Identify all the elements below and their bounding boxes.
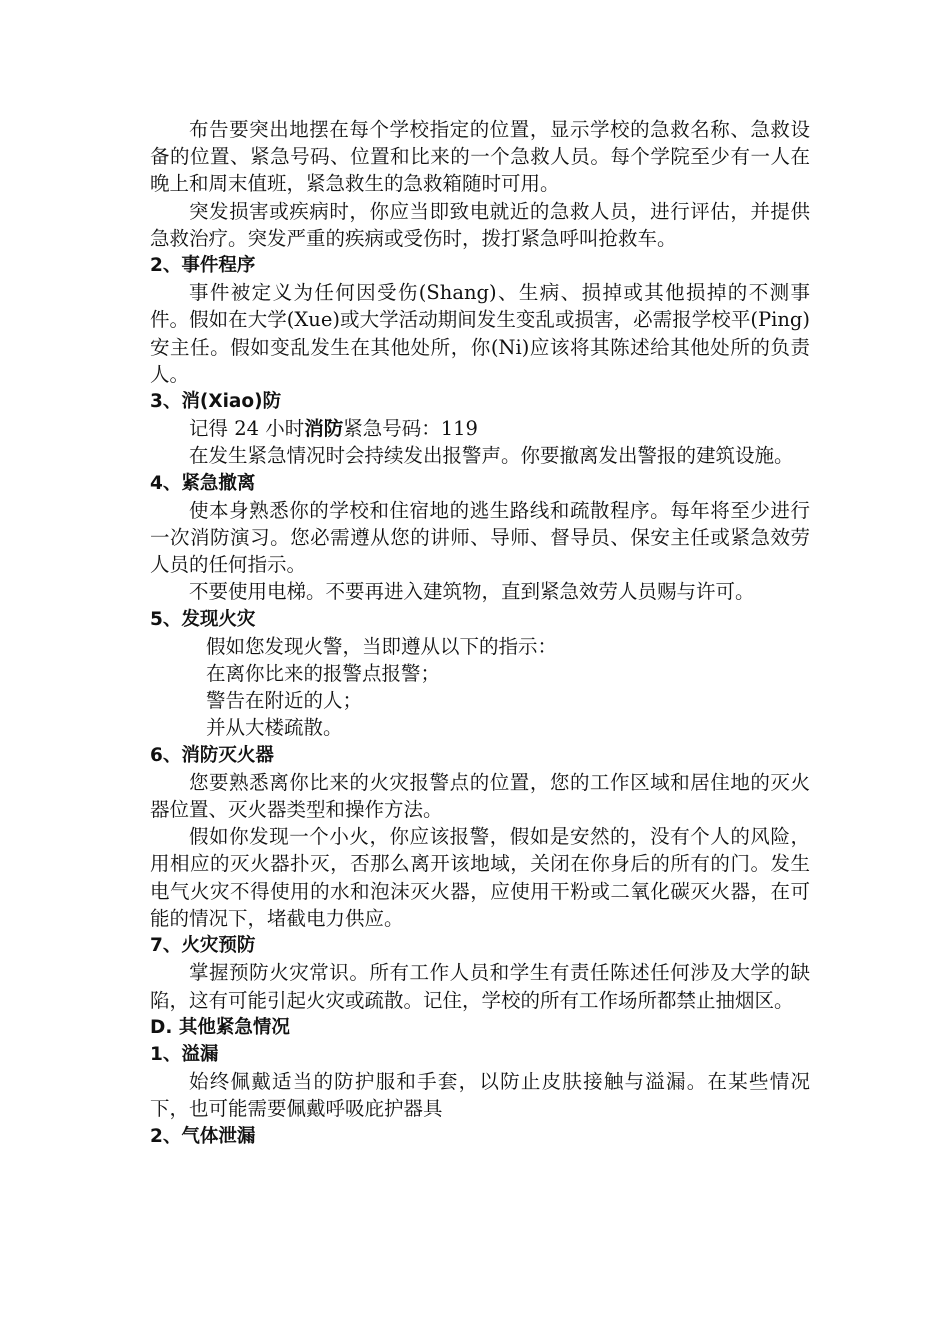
paragraph-spills: 始终佩戴适当的防护服和手套，以防止皮肤接触与溢漏。在某些情况下，也可能需要佩戴呼吸庇护器具 — [150, 1070, 810, 1121]
paragraph-escape-routes: 使本身熟悉你的学校和住宿地的逃生路线和疏散程序。每年将至少进行一次消防演习。您必需遵从您的讲师、导师、督导员、保安主任或紧急效劳人员的任何指示。 — [150, 498, 810, 577]
heading-fire-prevention: 7、火灾预防 — [150, 935, 256, 957]
fire-number-suffix: 紧急号码：119 — [343, 417, 478, 441]
list-item: 并从大楼疏散。 — [206, 716, 343, 740]
fire-number-bold: 消防 — [304, 417, 344, 441]
paragraph-small-fire: 假如你发现一个小火，你应该报警，假如是安然的，没有个人的风险，用相应的灭火器扑灭，否那么离开该地域，关闭在你身后的所有的门。发生电气火灾不得使用的水和泡沫灭火器，应使用干粉或二氧化碳灭火器，在可能的情况下，堵截电力供应。 — [150, 825, 810, 930]
heading-other-emergencies: D. 其他紧急情况 — [150, 1016, 290, 1038]
heading-gas-leak: 2、气体泄漏 — [150, 1125, 256, 1147]
paragraph-fire-number — [150, 415, 810, 442]
list-item: 假如您发现火警，当即遵从以下的指示： — [206, 634, 558, 658]
heading-evacuation: 4、紧急撤离 — [150, 472, 256, 494]
heading-extinguishers: 6、消防灭火器 — [150, 744, 274, 766]
paragraph-alarm: 在发生紧急情况时会持续发出报警声。你要撤离发出警报的建筑设施。 — [189, 444, 794, 468]
paragraph-extinguisher-location: 您要熟悉离你比来的火灾报警点的位置，您的工作区域和居住地的灭火器位置、灭火器类型和操作方法。 — [150, 770, 810, 822]
fire-number-prefix: 记得 24 小时 — [189, 417, 305, 441]
list-item: 警告在附近的人； — [206, 689, 363, 713]
paragraph-incident-definition: 事件被定义为任何因受伤(Shang)、生病、损掉或其他损掉的不测事件。假如在大学(Xue)或大学活动期间发生变乱或损害，必需报学校平(Ping)安主任。假如变乱发生在其他处所，你(Ni)应该将其陈述给其他处所的负责人。 — [150, 281, 810, 386]
document-page — [150, 116, 810, 1150]
heading-incident-procedure: 2、事件程序 — [150, 255, 256, 277]
heading-spills: 1、溢漏 — [150, 1043, 219, 1065]
list-item: 在离你比来的报警点报警； — [206, 662, 441, 686]
paragraph-first-aid-notice: 布告要突出地摆在每个学校指定的位置，显示学校的急救名称、急救设备的位置、紧急号码、位置和比来的一个急救人员。每个学院至少有一人在晚上和周末值班，紧急救生的急救箱随时可用。 — [150, 118, 810, 196]
paragraph-no-elevator: 不要使用电梯。不要再进入建筑物，直到紧急效劳人员赐与许可。 — [189, 580, 755, 604]
heading-discover-fire: 5、发现火灾 — [150, 608, 256, 630]
heading-fire-safety: 3、消(Xiao)防 — [150, 391, 282, 413]
paragraph-injury-response: 突发损害或疾病时，你应当即致电就近的急救人员，进行评估，并提供急救治疗。突发严重的疾病或受伤时，拨打紧急呼叫抢救车。 — [150, 199, 810, 250]
paragraph-prevention: 掌握预防火灾常识。所有工作人员和学生有责任陈述任何涉及大学的缺陷，这有可能引起火灾或疏散。记住，学校的所有工作场所都禁止抽烟区。 — [150, 961, 810, 1012]
